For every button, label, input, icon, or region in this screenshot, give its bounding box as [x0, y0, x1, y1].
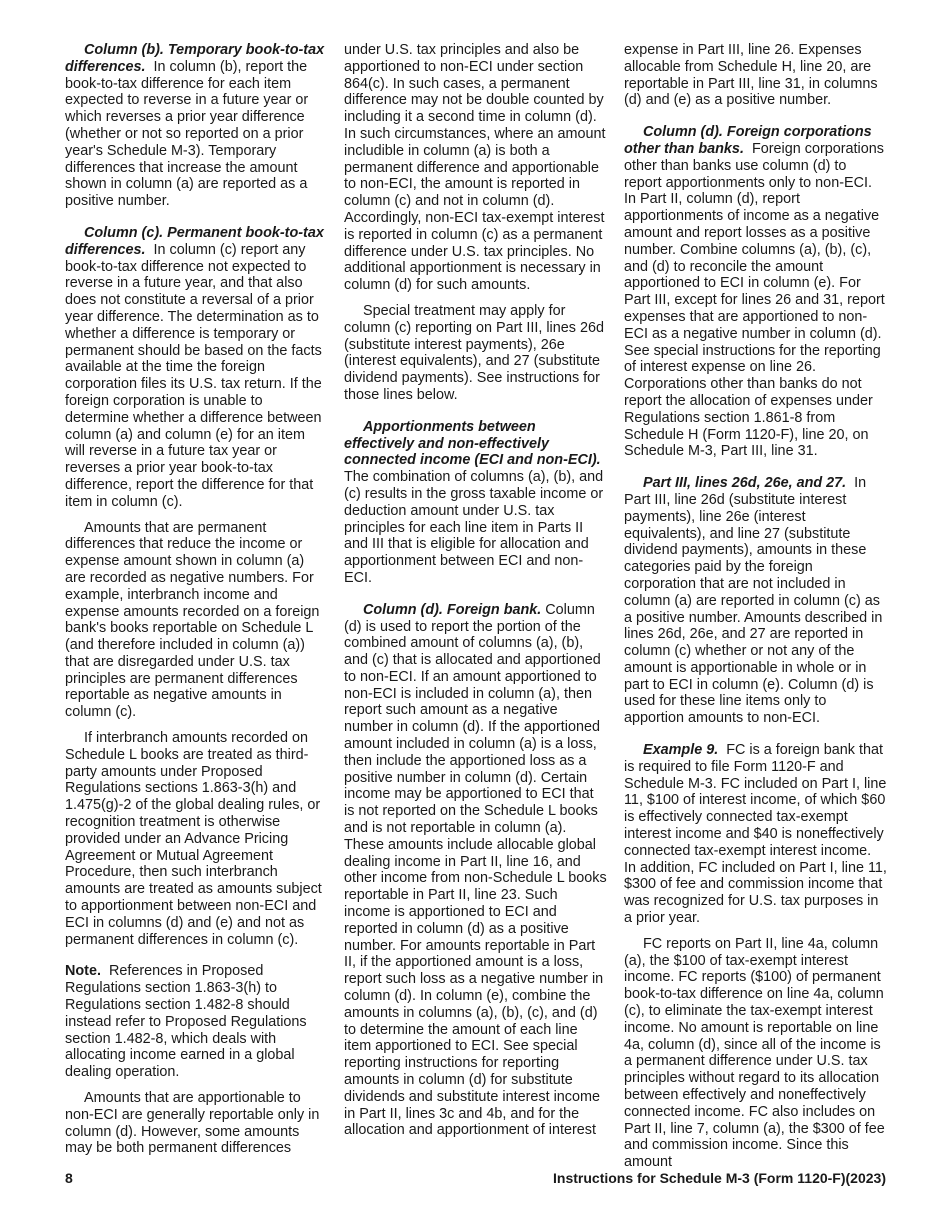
text-column-d-foreign-bank: Column (d) is used to report the portion of the combined amount of columns (a), (b), and (c) that is allocated and apportioned to non-ECI. If an amount apportioned to non-ECI is included in column (a), then report such amount as a negative number in column (d). If the apportioned amount included in column (a) is a loss, then include the apportioned loss as a positive number in column (d). Certain income may be apportioned to ECI that is not reported on the Schedule L books and is not reportable in column (a). These amounts include allocable global dealing income in Part II, line 16, and other income from non-Schedule L books reportable in Part II, line 23. Such income is apportioned to ECI and reported in column (d) as a positive number. For amounts reportable in Part II, if the apportioned amount is a loss, report such loss as a negative number in column (d). In column (e), combine the amounts in columns (a), (b), (c), and (d) to determine the amount of each line item apportioned to ECI. See special reporting instructions for reporting amounts in column (d) for substitute dividends and substitute interest income in Part II, lines 3c and 4b, and for the allocation and apportionment of interest — [344, 601, 607, 1139]
text-apportionments: The combination of columns (a), (b), and (c) results in the gross taxable income or deduction amount under U.S. tax principles for each line item in Parts II and III that is eligible for allocation and apportionment between ECI and non-ECI. — [344, 469, 604, 586]
column-left — [65, 42, 328, 1166]
paragraph-part-iii-lines — [624, 475, 887, 727]
paragraph-note — [65, 963, 328, 1081]
paragraph-continuation: under U.S. tax principles and also be apportioned to non-ECI under section 864(c). In such cases, a permanent difference may not be double counted by including it a second time in column (d). In such circumstances, where an amount includible in column (a) is both a permanent difference and apportionable to non-ECI, the amount is reported in column (c) and not in column (d). Accordingly, non-ECI tax-exempt interest is reported in column (c) as a permanent difference under U.S. tax principles. No additional apportionment is necessary in column (d) for such amounts. — [344, 42, 606, 294]
column-middle — [344, 42, 607, 1148]
footer-title: Instructions for Schedule M-3 (Form 1120-F)(2023) — [553, 1170, 886, 1186]
paragraph-apportionments — [344, 419, 607, 587]
page-footer — [65, 1170, 886, 1190]
paragraph-continuation-right: expense in Part III, line 26. Expenses allocable from Schedule H, line 20, are reportable in Part III, line 31, in columns (d) and (e) as a positive number. — [624, 42, 878, 109]
paragraph-column-d-other — [624, 124, 887, 460]
text-part-iii-lines: In Part III, line 26d (substitute interest payments), line 26e (interest equivalents), and line 27 (substitute dividend payments), amounts in these categories paid by the foreign corporation that are not included in column (a) are reported in column (c) as a positive number. Amounts described in lines 26d, 26e, and 27 are reported in column (c) whether or not any of the amount is apportionable in whole or in part to ECI in column (e). Column (d) is used for these line items only to apportion amounts to non-ECI. — [624, 475, 883, 727]
note-text: References in Proposed Regulations section 1.863-3(h) to Regulations section 1.482-8 should instead refer to Proposed Regulations section 1.482-8, which deals with allocating income earned in a global dealing operation. — [65, 963, 307, 1081]
heading-example-9: Example 9. — [643, 742, 719, 759]
paragraph-example-9 — [624, 742, 887, 927]
paragraph-special-treatment: Special treatment may apply for column (c) reporting on Part III, lines 26d (substitute interest payments), 26e (interest equivalents), and 27 (substitute dividend payments). See instructions for those lines below. — [344, 302, 604, 403]
column-right — [624, 42, 887, 1180]
heading-apportionments: Apportionments between effectively and non-effectively connected income (ECI and non-ECI). — [344, 418, 601, 469]
paragraph-column-d-foreign-bank — [344, 602, 607, 1140]
paragraph-non-eci-apportionable: Amounts that are apportionable to non-ECI are generally reportable only in column (d). However, some amounts may be both permanent differences — [65, 1090, 320, 1157]
heading-column-d-foreign-bank: Column (d). Foreign bank. — [363, 601, 542, 618]
note-label: Note. — [65, 963, 101, 980]
heading-part-iii-lines: Part III, lines 26d, 26e, and 27. — [643, 475, 847, 492]
text-column-d-other: Foreign corporations other than banks use column (d) to report apportionments only to non-ECI. In Part II, column (d), report apportionments of income as a negative amount and report losses as a positive number. Combine columns (a), (b), (c), and (d) to reconcile the amount apportioned to ECI in column (e). For Part III, except for lines 26 and 31, report expenses that are apportioned to non-ECI as a negative number in column (d). See special instructions for the reporting of interest expense on line 26. Corporations other than banks do not report the allocation of expenses under Regulations section 1.861-8 from Schedule H (Form 1120-F), line 20, on Schedule M-3, Part III, line 31. — [624, 140, 885, 460]
text-column-c: In column (c) report any book-to-tax difference not expected to reverse in a future year, and that also does not constitute a reversal of a prior year difference. The determination as to whether a difference is temporary or permanent should be based on the facts available at the time the foreign corporation files its U.S. tax return. If the foreign corporation is unable to determine whether a difference between column (a) and column (e) for an item will reverse in a future tax year or reverses a prior year book-to-tax difference, report the difference for that item in column (c). — [65, 241, 322, 510]
paragraph-permanent-differences: Amounts that are permanent differences that reduce the income or expense amount shown in column (a) are recorded as negative numbers. For example, interbranch income and expense amounts recorded on a foreign bank's books reportable on Schedule L (and therefore included in column (a)) that are disregarded under U.S. tax principles are permanent differences reportable as negative amounts in column (c). — [65, 519, 320, 721]
heading-column-b: Column (b). Temporary book-to-tax differences. — [65, 42, 325, 75]
heading-column-c: Column (c). Permanent book-to-tax differences. — [65, 224, 324, 258]
paragraph-column-b — [65, 42, 328, 210]
paragraph-interbranch-amounts: If interbranch amounts recorded on Schedule L books are treated as third-party amounts under Proposed Regulations sections 1.863-3(h) and 1.475(g)-2 of the global dealing rules, or recognition treatment is otherwise provided under an Advance Pricing Agreement or Mutual Agreement Procedure, then such interbranch amounts are treated as amounts subject to apportionment between non-ECI and ECI in columns (d) and (e) and not as permanent differences in column (c). — [65, 730, 322, 948]
page-number: 8 — [65, 1170, 73, 1186]
paragraph-fc-reports: FC reports on Part II, line 4a, column (a), the $100 of tax-exempt interest income. FC reports ($100) of permanent book-to-tax difference on line 4a, column (c), to eliminate the tax-exempt interest income. No amount is reportable on line 4a, column (d), since all of the income is a permanent difference under U.S. tax principles without regard to its allocation between effectively and noneffectively connected income. FC also includes on Part II, line 7, column (a), the $300 of fee and commission income. Since this amount — [624, 935, 885, 1171]
heading-column-d-other: Column (d). Foreign corporations other than banks. — [624, 124, 872, 157]
text-example-9: FC is a foreign bank that is required to file Form 1120-F and Schedule M-3. FC included on Part I, line 11, $100 of interest income, of which $60 is effectively connected tax-exempt interest income and $40 is noneffectively connected tax-exempt interest income. In addition, FC included on Part I, line 11, $300 of fee and commission income that was recognized for U.S. tax purposes in a prior year. — [624, 742, 887, 927]
paragraph-column-c — [65, 225, 328, 511]
text-column-b: In column (b), report the book-to-tax difference for each item expected to reverse in a future year or which reverses a prior year difference (whether or not so reported on a prior year's Schedule M-3). Temporary differences that increase the amount shown in column (a) are reported as a positive number. — [65, 58, 309, 210]
